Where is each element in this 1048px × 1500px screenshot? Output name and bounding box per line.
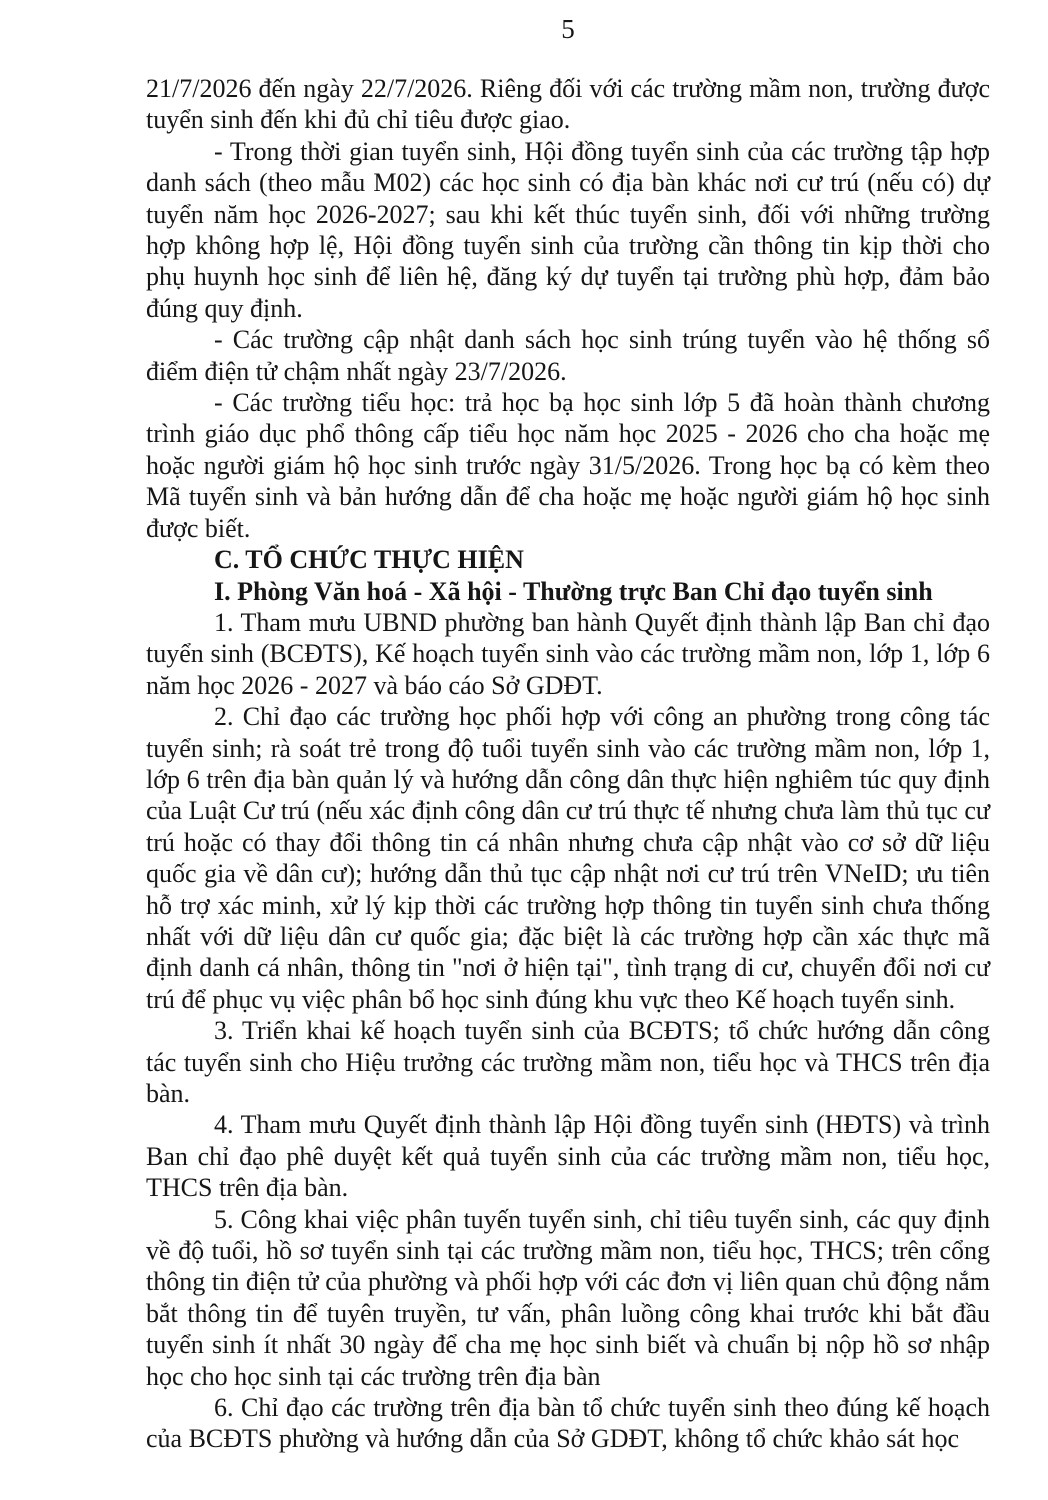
- page-number: 5: [561, 14, 575, 44]
- numbered-paragraph: 4. Tham mưu Quyết định thành lập Hội đồng tuyển sinh (HĐTS) và trình Ban chỉ đạo phê duyệt kết quả tuyển sinh của các trường mầm non, tiểu học, THCS trên địa bàn.: [146, 1110, 990, 1203]
- document-body: [146, 73, 990, 1455]
- section-heading: C. TỔ CHỨC THỰC HIỆN: [214, 545, 524, 575]
- numbered-paragraph: 6. Chỉ đạo các trường trên địa bàn tổ chức tuyển sinh theo đúng kế hoạch của BCĐTS phường và hướng dẫn của Sở GDĐT, không tổ chức khảo sát học: [146, 1393, 990, 1454]
- numbered-paragraph: 3. Triển khai kế hoạch tuyển sinh của BCĐTS; tổ chức hướng dẫn công tác tuyển sinh cho Hiệu trưởng các trường mầm non, tiểu học và THCS trên địa bàn.: [146, 1016, 990, 1108]
- numbered-paragraph: 2. Chỉ đạo các trường học phối hợp với công an phường trong công tác tuyển sinh; rà soát trẻ trong độ tuổi tuyển sinh vào các trường mầm non, lớp 1, lớp 6 trên địa bàn quản lý và hướng dẫn công dân thực hiện nghiêm túc quy định của Luật Cư trú (nếu xác định công dân cư trú thực tế nhưng chưa làm thủ tục cư trú hoặc có thay đổi thông tin cá nhân nhưng chưa cập nhật vào cơ sở dữ liệu quốc gia về dân cư); hướng dẫn thủ tục cập nhật nơi cư trú trên VNeID; ưu tiên hỗ trợ xác minh, xử lý kịp thời các trường hợp thông tin tuyển sinh chưa thống nhất với dữ liệu dân cư quốc gia; đặc biệt là các trường hợp cần xác thực mã định danh cá nhân, thông tin "nơi ở hiện tại", tình trạng di cư, chuyển đổi nơi cư trú để phục vụ việc phân bổ học sinh đúng khu vực theo Kế hoạch tuyển sinh.: [146, 702, 990, 1014]
- dash-paragraph: - Các trường tiểu học: trả học bạ học sinh lớp 5 đã hoàn thành chương trình giáo dục phổ thông cấp tiểu học năm học 2025 - 2026 cho cha hoặc mẹ hoặc người giám hộ học sinh trước ngày 31/5/2026. Trong học bạ có kèm theo Mã tuyển sinh và bản hướng dẫn để cha hoặc mẹ hoặc người giám hộ học sinh được biết.: [146, 388, 990, 543]
- numbered-paragraph: 1. Tham mưu UBND phường ban hành Quyết định thành lập Ban chỉ đạo tuyển sinh (BCĐTS), Kế hoạch tuyển sinh vào các trường mầm non, lớp 1, lớp 6 năm học 2026 - 2027 và báo cáo Sở GDĐT.: [146, 607, 990, 700]
- dash-paragraph: - Các trường cập nhật danh sách học sinh trúng tuyển vào hệ thống sổ điểm điện tử chậm nhất ngày 23/7/2026.: [146, 325, 990, 386]
- subsection-heading: I. Phòng Văn hoá - Xã hội - Thường trực Ban Chỉ đạo tuyển sinh: [214, 576, 933, 606]
- dash-paragraph: - Trong thời gian tuyển sinh, Hội đồng tuyển sinh của các trường tập hợp danh sách (theo mẫu M02) các học sinh có địa bàn khác nơi cư trú (nếu có) dự tuyển năm học 2026-2027; sau khi kết thúc tuyển sinh, đối với những trường hợp không hợp lệ, Hội đồng tuyển sinh của trường cần thông tin kịp thời cho phụ huynh học sinh để liên hệ, đăng ký dự tuyển tại trường phù hợp, đảm bảo đúng quy định.: [146, 136, 990, 323]
- paragraph-continuation: 21/7/2026 đến ngày 22/7/2026. Riêng đối với các trường mầm non, trường được tuyển sinh đến khi đủ chỉ tiêu được giao.: [146, 74, 990, 135]
- numbered-paragraph: 5. Công khai việc phân tuyến tuyển sinh, chỉ tiêu tuyển sinh, các quy định về độ tuổi, hồ sơ tuyển sinh tại các trường mầm non, tiểu học, THCS; trên cổng thông tin điện tử của phường và phối hợp với các đơn vị liên quan chủ động nắm bắt thông tin để tuyên truyền, tư vấn, phân luồng công khai trước khi bắt đầu tuyển sinh ít nhất 30 ngày để cha mẹ học sinh biết và chuẩn bị nộp hồ sơ nhập học cho học sinh tại các trường trên địa bàn: [146, 1204, 990, 1391]
